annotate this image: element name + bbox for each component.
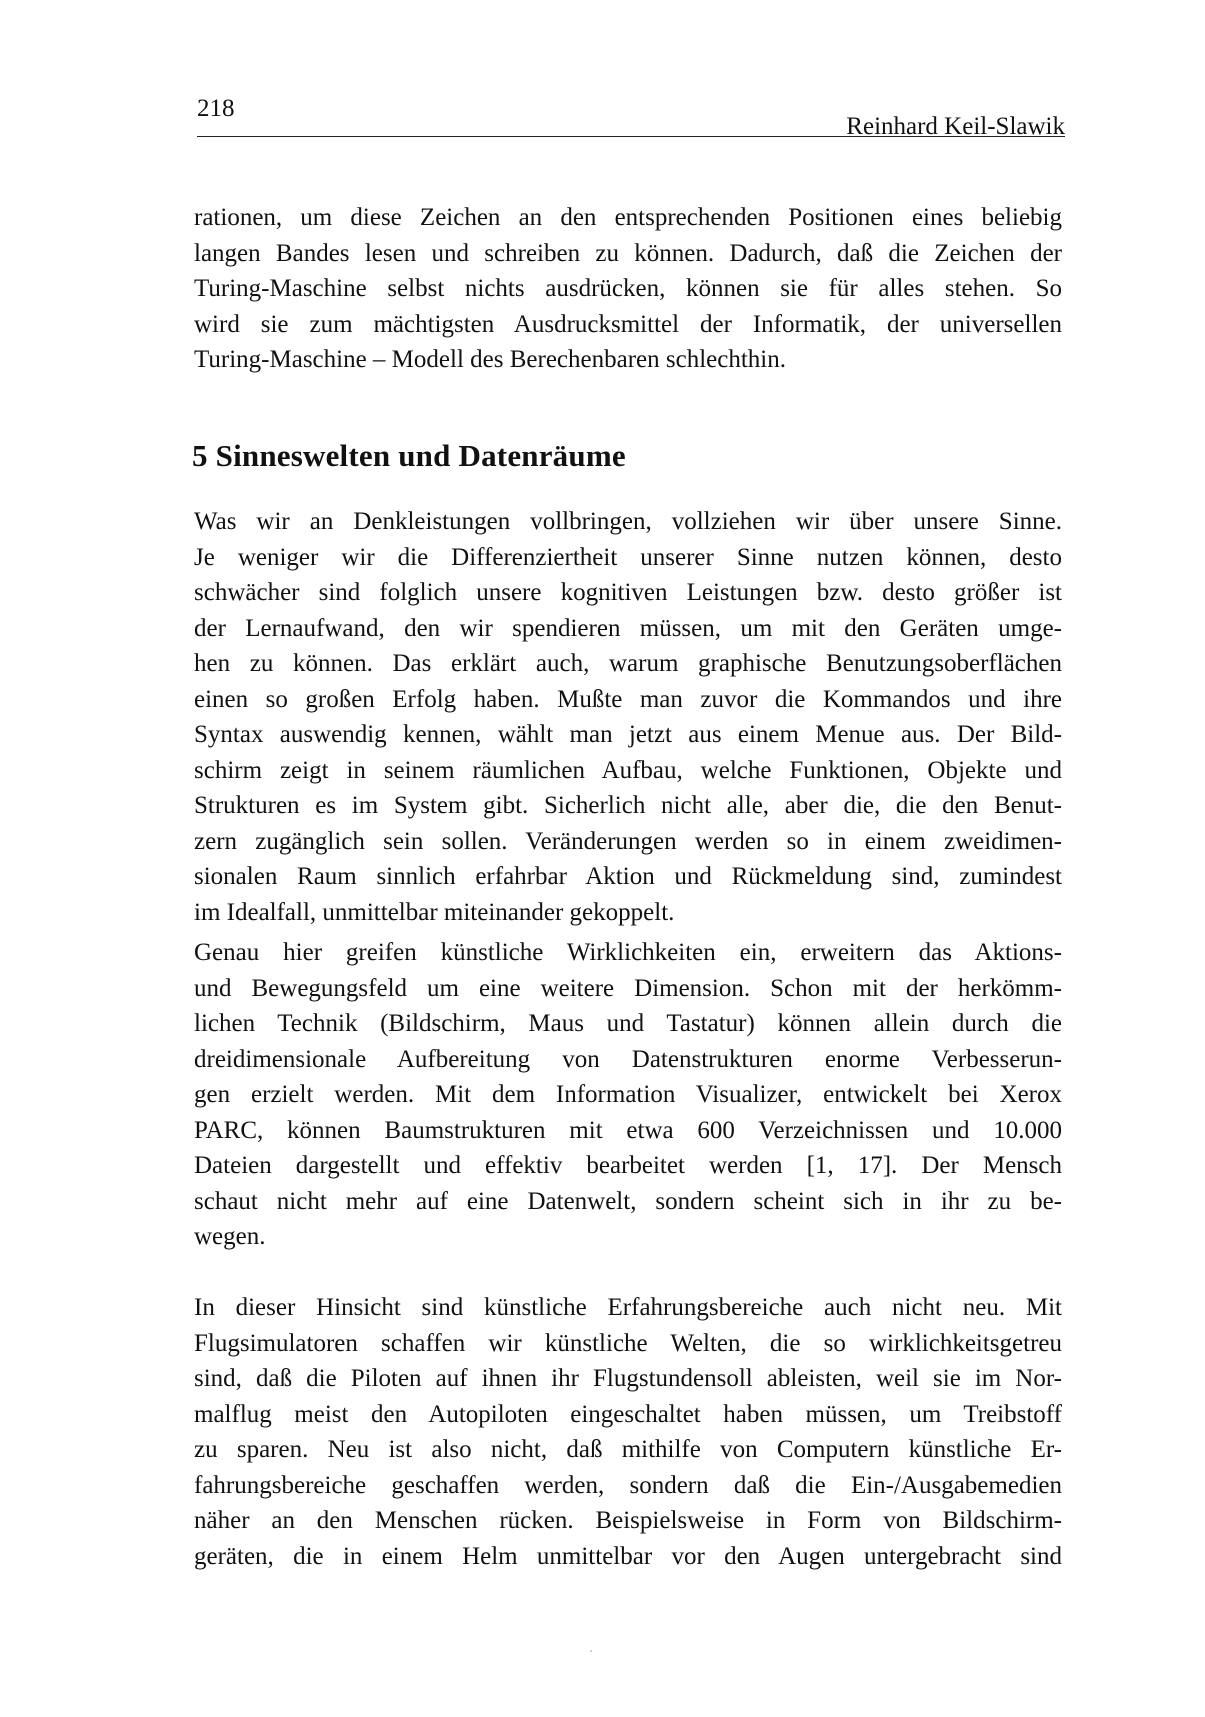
text-line: Strukturen es im System gibt. Sicherlich nicht alle, aber die, die den Benut- xyxy=(194,792,1062,819)
text-line: malflug meist den Autopiloten eingeschaltet haben müssen, um Treibstoff xyxy=(194,1400,1062,1428)
text-line: dreidimensionale Aufbereitung von Datenstrukturen enorme Verbesserun- xyxy=(194,1045,1062,1073)
text-line: sionalen Raum sinnlich erfahrbar Aktion und Rückmeldung sind, zumindest xyxy=(194,863,1062,890)
text-line: im Idealfall, unmittelbar miteinander gekoppelt. xyxy=(194,898,675,926)
text-line: hen zu können. Das erklärt auch, warum graphische Benutzungsoberflächen xyxy=(194,650,1062,677)
paragraph-1 xyxy=(194,200,1062,378)
text-line: PARC, können Baumstrukturen mit etwa 600 Verzeichnissen und 10.000 xyxy=(194,1116,1062,1144)
text-line: näher an den Menschen rücken. Beispielsweise in Form von Bildschirm- xyxy=(194,1507,1062,1534)
paragraph-2 xyxy=(194,504,1062,930)
page-header xyxy=(197,94,1065,140)
text-line: sind, daß die Piloten auf ihnen ihr Flugstundensoll ableisten, weil sie im Nor- xyxy=(194,1365,1062,1392)
running-head-author: Reinhard Keil-Slawik xyxy=(846,113,1065,140)
text-line: Flugsimulatoren schaffen wir künstliche Welten, die so wirklichkeitsgetreu xyxy=(194,1329,1062,1357)
text-line: lichen Technik (Bildschirm, Maus und Tastatur) können allein durch die xyxy=(194,1010,1062,1037)
text-line: zu sparen. Neu ist also nicht, daß mithilfe von Computern künstliche Er- xyxy=(194,1436,1062,1463)
text-line: In dieser Hinsicht sind künstliche Erfahrungsbereiche auch nicht neu. Mit xyxy=(194,1294,1062,1321)
text-line: langen Bandes lesen und schreiben zu können. Dadurch, daß die Zeichen der xyxy=(194,239,1062,267)
text-line: wird sie zum mächtigsten Ausdrucksmittel der Informatik, der universellen xyxy=(194,310,1062,338)
scan-speck xyxy=(590,1650,592,1652)
page-number: 218 xyxy=(197,95,235,122)
text-line: wegen. xyxy=(194,1223,266,1250)
paragraph-3 xyxy=(194,935,1062,1255)
text-line: Turing-Maschine selbst nichts ausdrücken, können sie für alles stehen. So xyxy=(194,275,1062,302)
text-line: Syntax auswendig kennen, wählt man jetzt aus einem Menue aus. Der Bild- xyxy=(194,721,1062,748)
text-line: Je weniger wir die Differenziertheit unserer Sinne nutzen können, desto xyxy=(194,543,1062,571)
text-line: schirm zeigt in seinem räumlichen Aufbau, welche Funktionen, Objekte und xyxy=(194,756,1062,784)
text-line: Dateien dargestellt und effektiv bearbeitet werden [1, 17]. Der Mensch xyxy=(194,1152,1062,1179)
text-line: Turing-Maschine – Modell des Berechenbaren schlechthin. xyxy=(194,346,786,373)
text-line: zern zugänglich sein sollen. Veränderungen werden so in einem zweidimen- xyxy=(194,827,1062,855)
text-line: gen erzielt werden. Mit dem Information Visualizer, entwickelt bei Xerox xyxy=(194,1081,1062,1108)
text-line: schaut nicht mehr auf eine Datenwelt, sondern scheint sich in ihr zu be- xyxy=(194,1187,1062,1215)
text-line: rationen, um diese Zeichen an den entsprechenden Positionen eines beliebig xyxy=(194,204,1062,231)
paragraph-4 xyxy=(194,1290,1062,1574)
text-line: einen so großen Erfolg haben. Mußte man zuvor die Kommandos und ihre xyxy=(194,685,1062,713)
text-line: und Bewegungsfeld um eine weitere Dimension. Schon mit der herkömm- xyxy=(194,974,1062,1002)
text-line: schwächer sind folglich unsere kognitiven Leistungen bzw. desto größer ist xyxy=(194,579,1062,606)
text-line: fahrungsbereiche geschaffen werden, sondern daß die Ein-/Ausgabemedien xyxy=(194,1471,1062,1499)
text-line: Genau hier greifen künstliche Wirklichkeiten ein, erweitern das Aktions- xyxy=(194,939,1062,966)
text-line: geräten, die in einem Helm unmittelbar vor den Augen untergebracht sind xyxy=(194,1542,1062,1570)
text-line: der Lernaufwand, den wir spendieren müssen, um mit den Geräten umge- xyxy=(194,614,1062,642)
section-heading: 5 Sinneswelten und Datenräume xyxy=(192,438,626,473)
text-line: Was wir an Denkleistungen vollbringen, vollziehen wir über unsere Sinne. xyxy=(194,508,1062,535)
